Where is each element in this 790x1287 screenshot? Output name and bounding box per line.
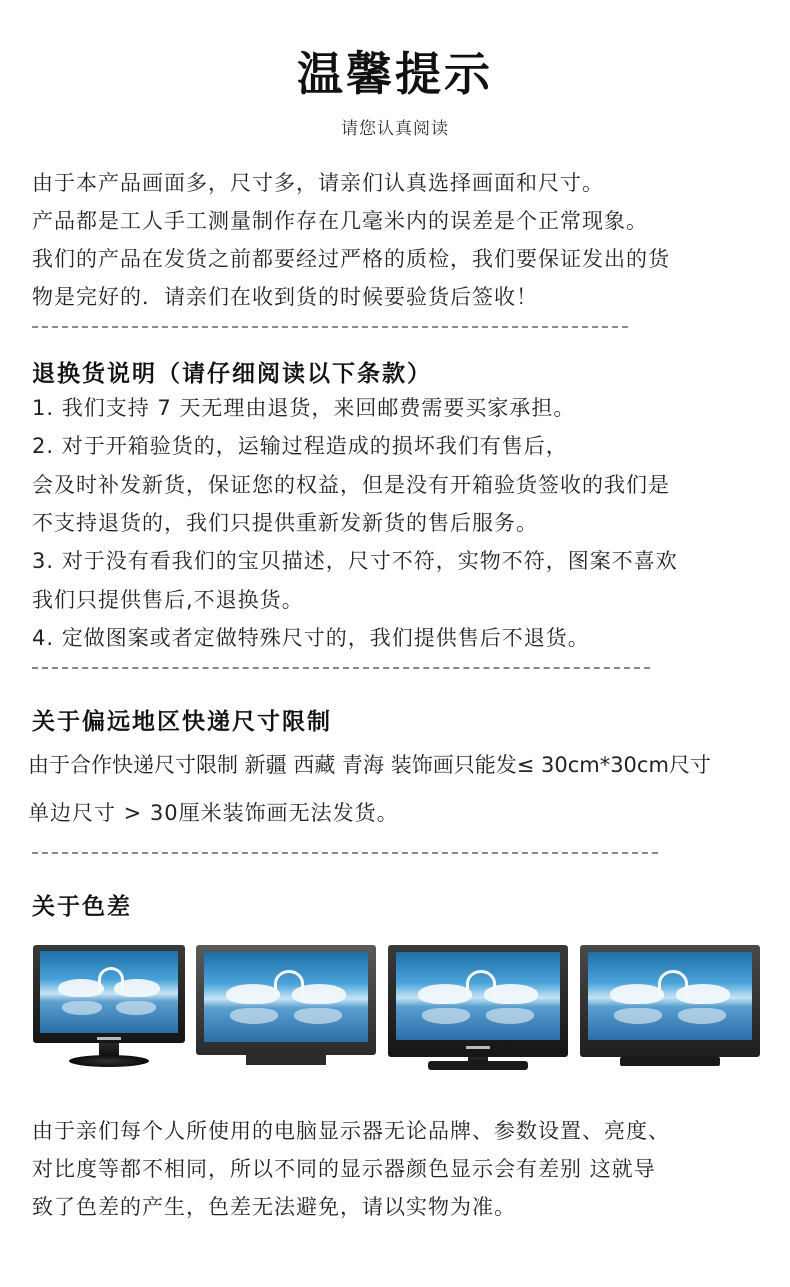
color-heading: 关于色差 xyxy=(32,893,132,920)
remote-line: 由于合作快递尺寸限制 新疆 西藏 青海 装饰画只能发≤ 30cm*30cm尺寸 xyxy=(28,753,711,777)
returns-line: 会及时补发新货，保证您的权益，但是没有开箱验货签收的我们是 xyxy=(32,473,670,497)
color-line: 对比度等都不相同，所以不同的显示器颜色显示会有差别 这就导 xyxy=(32,1157,656,1181)
returns-line: 2. 对于开箱验货的，运输过程造成的损坏我们有售后， xyxy=(32,434,568,458)
monitor-image xyxy=(580,945,760,1070)
color-line: 致了色差的产生，色差无法避免，请以实物为准。 xyxy=(32,1195,516,1219)
page-subtitle: 请您认真阅读 xyxy=(341,119,449,139)
divider xyxy=(32,326,628,328)
intro-line: 产品都是工人手工测量制作存在几毫米内的误差是个正常现象。 xyxy=(32,209,648,233)
returns-line: 4. 定做图案或者定做特殊尺寸的，我们提供售后不退货。 xyxy=(32,626,590,650)
returns-line: 1. 我们支持 7 天无理由退货，来回邮费需要买家承担。 xyxy=(32,396,576,420)
page-title: 温馨提示 xyxy=(297,47,493,101)
returns-line: 不支持退货的，我们只提供重新发新货的售后服务。 xyxy=(32,511,538,535)
monitor-image xyxy=(33,945,185,1070)
intro-line: 我们的产品在发货之前都要经过严格的质检，我们要保证发出的货 xyxy=(32,247,670,271)
divider xyxy=(32,667,650,669)
returns-line: 我们只提供售后,不退换货。 xyxy=(32,588,304,612)
remote-heading: 关于偏远地区快递尺寸限制 xyxy=(32,708,332,735)
monitor-image xyxy=(388,945,568,1070)
monitor-image xyxy=(196,945,376,1070)
divider xyxy=(32,852,658,854)
remote-line: 单边尺寸 > 30厘米装饰画无法发货。 xyxy=(28,801,399,825)
returns-heading: 退换货说明（请仔细阅读以下条款） xyxy=(32,360,432,387)
intro-line: 由于本产品画面多，尺寸多，请亲们认真选择画面和尺寸。 xyxy=(32,171,604,195)
intro-line: 物是完好的．请亲们在收到货的时候要验货后签收！ xyxy=(32,285,538,309)
color-line: 由于亲们每个人所使用的电脑显示器无论品牌、参数设置、亮度、 xyxy=(32,1119,670,1143)
returns-line: 3. 对于没有看我们的宝贝描述，尺寸不符，实物不符，图案不喜欢 xyxy=(32,549,678,573)
